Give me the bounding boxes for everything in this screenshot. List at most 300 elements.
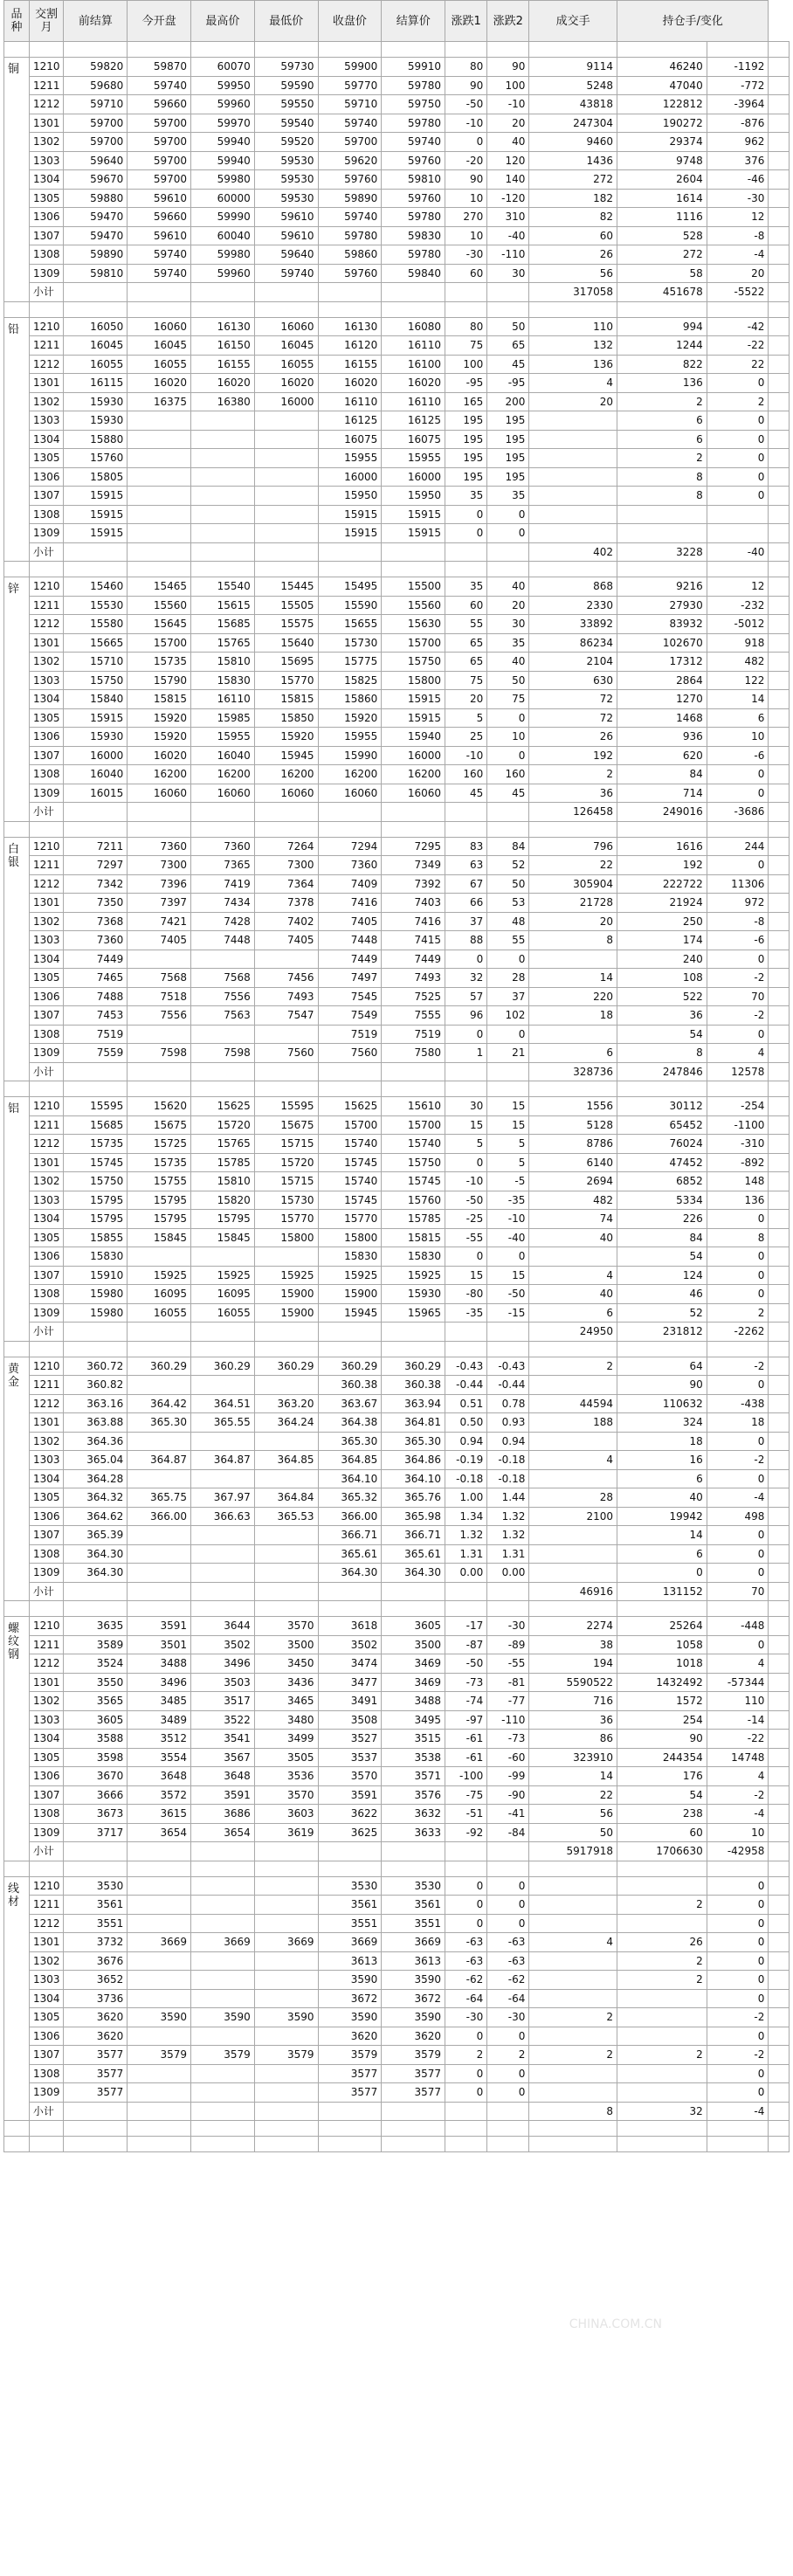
value-cell: 136	[617, 374, 707, 393]
empty-cell	[382, 1842, 445, 1861]
empty-cell	[382, 1582, 445, 1601]
value-cell	[254, 1989, 318, 2008]
value-cell: 3732	[64, 1933, 128, 1952]
subtotal-volume: 24950	[529, 1323, 617, 1342]
value-cell: 1.31	[487, 1544, 529, 1564]
value-cell: 59470	[64, 226, 128, 245]
value-cell: 7421	[128, 912, 191, 931]
value-cell: 15915	[64, 487, 128, 506]
value-cell: 194	[529, 1654, 617, 1674]
value-cell	[529, 1376, 617, 1395]
value-cell	[254, 1896, 318, 1915]
empty-cell	[128, 1062, 191, 1081]
trailing-cell	[769, 1172, 790, 1191]
gap-cell	[64, 301, 128, 317]
value-cell: 0	[445, 1896, 487, 1915]
value-cell: 59880	[64, 189, 128, 208]
value-cell: 16040	[191, 746, 255, 765]
delivery-month-cell: 1211	[29, 336, 64, 356]
gap-cell	[4, 562, 30, 577]
gap-cell	[29, 2137, 64, 2152]
gap-cell	[529, 821, 617, 837]
value-cell: 7405	[128, 931, 191, 950]
gap-cell	[769, 2137, 790, 2152]
gap-cell	[707, 562, 769, 577]
value-cell: 16020	[128, 374, 191, 393]
value-cell: 3633	[382, 1823, 445, 1842]
value-cell	[254, 449, 318, 468]
value-cell: 482	[707, 653, 769, 672]
value-cell: 3496	[128, 1673, 191, 1692]
subtotal-row	[4, 803, 790, 822]
value-cell: 122812	[617, 95, 707, 114]
value-cell: 15765	[191, 633, 255, 653]
value-cell: 0	[487, 746, 529, 765]
trailing-cell	[769, 1933, 790, 1952]
value-cell: -30	[707, 189, 769, 208]
subtotal-volume: 402	[529, 542, 617, 562]
subtotal-label: 小计	[29, 2102, 64, 2121]
gap-cell	[128, 1081, 191, 1097]
value-cell: 7580	[382, 1044, 445, 1063]
value-cell: 2	[529, 1357, 617, 1376]
value-cell: 15930	[64, 411, 128, 431]
table-row	[4, 1266, 790, 1285]
delivery-month-cell: 1306	[29, 1247, 64, 1267]
value-cell: 16375	[128, 392, 191, 411]
gap-cell	[64, 562, 128, 577]
value-cell: 11306	[707, 874, 769, 894]
value-cell: 59780	[318, 226, 382, 245]
value-cell	[128, 1896, 191, 1915]
gap-cell	[707, 42, 769, 58]
value-cell: 15850	[254, 708, 318, 728]
value-cell: 3502	[318, 1635, 382, 1654]
table-row	[4, 1564, 790, 1583]
value-cell: -30	[487, 1617, 529, 1636]
value-cell: 59950	[191, 76, 255, 95]
value-cell: 364.30	[64, 1544, 128, 1564]
delivery-month-cell: 1304	[29, 1469, 64, 1488]
delivery-month-cell: 1210	[29, 317, 64, 336]
value-cell: 365.04	[64, 1451, 128, 1470]
value-cell: 15675	[128, 1115, 191, 1135]
empty-cell	[318, 2102, 382, 2121]
value-cell: 5128	[529, 1115, 617, 1135]
empty-cell	[382, 542, 445, 562]
value-cell: -2	[707, 1785, 769, 1805]
table-row	[4, 151, 790, 170]
table-row	[4, 1544, 790, 1564]
subtotal-label: 小计	[29, 803, 64, 822]
delivery-month-cell: 1306	[29, 728, 64, 747]
value-cell: 3579	[318, 2046, 382, 2065]
value-cell: 15590	[318, 596, 382, 615]
empty-cell	[128, 2102, 191, 2121]
value-cell: 59610	[128, 226, 191, 245]
value-cell	[191, 1914, 255, 1933]
table-row	[4, 1153, 790, 1172]
value-cell: 15445	[254, 577, 318, 597]
delivery-month-cell: 1305	[29, 1228, 64, 1247]
value-cell: 16100	[382, 355, 445, 374]
value-cell: 15745	[64, 1153, 128, 1172]
value-cell: 59740	[128, 76, 191, 95]
value-cell: 59530	[254, 170, 318, 190]
value-cell	[191, 449, 255, 468]
value-cell: 5248	[529, 76, 617, 95]
value-cell: 15955	[318, 449, 382, 468]
gap-cell	[529, 1861, 617, 1876]
value-cell: 59980	[191, 170, 255, 190]
value-cell: 59520	[254, 133, 318, 152]
gap-cell	[29, 1341, 64, 1357]
value-cell: -2	[707, 1357, 769, 1376]
value-cell: 1572	[617, 1692, 707, 1711]
value-cell: 3736	[64, 1989, 128, 2008]
value-cell: 364.86	[382, 1451, 445, 1470]
gap-cell	[769, 301, 790, 317]
value-cell: 15810	[191, 653, 255, 672]
value-cell: 14	[707, 690, 769, 709]
value-cell: 16060	[318, 784, 382, 803]
value-cell: 364.51	[191, 1394, 255, 1413]
trailing-cell	[769, 1673, 790, 1692]
value-cell: -1100	[707, 1115, 769, 1135]
value-cell: 75	[487, 690, 529, 709]
header-row	[4, 1, 790, 42]
value-cell: 37	[445, 912, 487, 931]
value-cell: 0	[707, 1564, 769, 1583]
gap-cell	[254, 1601, 318, 1617]
value-cell: 7456	[254, 969, 318, 988]
value-cell: 15500	[382, 577, 445, 597]
value-cell: 364.81	[382, 1413, 445, 1433]
value-cell: 16020	[128, 746, 191, 765]
value-cell: 12	[707, 208, 769, 227]
table-row	[4, 1989, 790, 2008]
subtotal-label: 小计	[29, 542, 64, 562]
value-cell: 0	[707, 1971, 769, 1990]
value-cell: 15620	[128, 1097, 191, 1116]
trailing-cell	[769, 245, 790, 265]
value-cell: 55	[487, 931, 529, 950]
value-cell: 15915	[318, 505, 382, 524]
table-row	[4, 1115, 790, 1135]
value-cell: -55	[445, 1228, 487, 1247]
value-cell: 59740	[382, 133, 445, 152]
value-cell: -25	[445, 1210, 487, 1229]
value-cell: 2694	[529, 1172, 617, 1191]
value-cell: 3488	[382, 1692, 445, 1711]
value-cell: -0.43	[487, 1357, 529, 1376]
value-cell	[128, 505, 191, 524]
value-cell: 3554	[128, 1748, 191, 1767]
delivery-month-cell: 1309	[29, 784, 64, 803]
value-cell: 0	[707, 1210, 769, 1229]
value-cell: 16015	[64, 784, 128, 803]
empty-cell	[191, 1842, 255, 1861]
value-cell: 15920	[128, 708, 191, 728]
value-cell: 15610	[382, 1097, 445, 1116]
table-row	[4, 1191, 790, 1210]
value-cell: 16040	[64, 765, 128, 784]
value-cell: 7397	[128, 894, 191, 913]
value-cell: 16125	[318, 411, 382, 431]
value-cell: 3517	[191, 1692, 255, 1711]
trailing-cell	[769, 449, 790, 468]
value-cell: -50	[445, 1654, 487, 1674]
gap-cell	[254, 1861, 318, 1876]
value-cell: -20	[445, 151, 487, 170]
value-cell	[617, 1876, 707, 1896]
value-cell: 7493	[382, 969, 445, 988]
value-cell: 1.32	[487, 1526, 529, 1545]
value-cell: 3632	[382, 1805, 445, 1824]
subtotal-oi: 1706630	[617, 1842, 707, 1861]
empty-cell	[445, 1062, 487, 1081]
value-cell: 18	[707, 1413, 769, 1433]
value-cell	[707, 524, 769, 543]
value-cell: 16060	[191, 784, 255, 803]
header-open-interest: 持仓手	[662, 14, 697, 28]
value-cell: 59740	[318, 208, 382, 227]
value-cell: 59970	[191, 114, 255, 133]
value-cell: 7297	[64, 856, 128, 875]
table-row	[4, 1210, 790, 1229]
value-cell: 16200	[382, 765, 445, 784]
value-cell: 7365	[191, 856, 255, 875]
value-cell: 0.00	[487, 1564, 529, 1583]
value-cell: 15465	[128, 577, 191, 597]
value-cell	[128, 1971, 191, 1990]
delivery-month-cell: 1308	[29, 2064, 64, 2083]
value-cell: 6	[617, 430, 707, 449]
trailing-cell	[769, 170, 790, 190]
value-cell: -0.44	[445, 1376, 487, 1395]
trailing-cell	[769, 1710, 790, 1730]
value-cell: 3537	[318, 1748, 382, 1767]
commodity-name: 铜	[4, 58, 30, 302]
value-cell: 4	[529, 1451, 617, 1470]
value-cell	[191, 467, 255, 487]
value-cell: 2	[617, 392, 707, 411]
gap-cell	[382, 42, 445, 58]
value-cell: 7518	[128, 987, 191, 1006]
value-cell: 15625	[318, 1097, 382, 1116]
value-cell	[254, 1951, 318, 1971]
gap-cell	[382, 821, 445, 837]
table-row	[4, 765, 790, 784]
gap-cell	[254, 1081, 318, 1097]
gap-cell	[191, 1081, 255, 1097]
value-cell: 15930	[64, 728, 128, 747]
subtotal-oi: 249016	[617, 803, 707, 822]
commodity-name: 线材	[4, 1876, 30, 2121]
delivery-month-cell: 1211	[29, 596, 64, 615]
value-cell: 176	[617, 1767, 707, 1786]
table-row	[4, 1228, 790, 1247]
trailing-cell	[769, 708, 790, 728]
subtotal-volume: 46916	[529, 1582, 617, 1601]
header-cell: 收盘价	[318, 1, 382, 42]
delivery-month-cell: 1305	[29, 969, 64, 988]
delivery-month-cell: 1211	[29, 856, 64, 875]
value-cell: -57344	[707, 1673, 769, 1692]
value-cell: 250	[617, 912, 707, 931]
delivery-month-cell: 1306	[29, 467, 64, 487]
subtotal-label: 小计	[29, 1582, 64, 1601]
table-row	[4, 690, 790, 709]
trailing-cell	[769, 264, 790, 283]
value-cell: 59740	[128, 245, 191, 265]
value-cell	[254, 1025, 318, 1044]
gap-cell	[487, 821, 529, 837]
trailing-cell	[769, 411, 790, 431]
value-cell: 3577	[318, 2083, 382, 2103]
empty-cell	[254, 1323, 318, 1342]
delivery-month-cell: 1308	[29, 245, 64, 265]
value-cell: -2	[707, 2008, 769, 2027]
value-cell: -55	[487, 1654, 529, 1674]
value-cell: 15980	[64, 1303, 128, 1323]
delivery-month-cell: 1212	[29, 95, 64, 114]
gap-cell	[191, 562, 255, 577]
value-cell: 53	[487, 894, 529, 913]
value-cell	[254, 1914, 318, 1933]
value-cell: -0.18	[487, 1451, 529, 1470]
value-cell: 2104	[529, 653, 617, 672]
delivery-month-cell: 1210	[29, 1617, 64, 1636]
table-row	[4, 856, 790, 875]
subtotal-oi: 247846	[617, 1062, 707, 1081]
delivery-month-cell: 1301	[29, 1153, 64, 1172]
value-cell: 16095	[128, 1285, 191, 1304]
subtotal-row	[4, 283, 790, 302]
value-cell: 1116	[617, 208, 707, 227]
trailing-cell	[769, 1432, 790, 1451]
value-cell: 3673	[64, 1805, 128, 1824]
value-cell: 15700	[318, 1115, 382, 1135]
value-cell: 35	[445, 487, 487, 506]
table-row	[4, 1896, 790, 1915]
delivery-month-cell: 1305	[29, 1748, 64, 1767]
value-cell: 3570	[318, 1767, 382, 1786]
table-row	[4, 505, 790, 524]
value-cell: -2	[707, 1006, 769, 1026]
value-cell: 50	[487, 874, 529, 894]
value-cell: 3590	[318, 1971, 382, 1990]
value-cell: 80	[445, 58, 487, 77]
value-cell: 10	[445, 189, 487, 208]
value-cell: 3561	[64, 1896, 128, 1915]
value-cell: 1.34	[445, 1507, 487, 1526]
table-row	[4, 1617, 790, 1636]
empty-cell	[191, 542, 255, 562]
value-cell: 3598	[64, 1748, 128, 1767]
value-cell: 17312	[617, 653, 707, 672]
value-cell: 3590	[382, 1971, 445, 1990]
table-row	[4, 784, 790, 803]
value-cell: 0	[707, 1989, 769, 2008]
value-cell: 365.30	[318, 1432, 382, 1451]
value-cell: 15925	[191, 1266, 255, 1285]
value-cell: 59640	[254, 245, 318, 265]
value-cell: -95	[487, 374, 529, 393]
value-cell: 2	[487, 2046, 529, 2065]
value-cell: 54	[617, 1247, 707, 1267]
value-cell	[529, 1247, 617, 1267]
value-cell: 59750	[382, 95, 445, 114]
value-cell: -10	[445, 746, 487, 765]
header-cell	[617, 1, 768, 42]
value-cell: 3550	[64, 1673, 128, 1692]
value-cell: 366.00	[318, 1507, 382, 1526]
value-cell	[254, 1526, 318, 1545]
trailing-cell	[769, 690, 790, 709]
value-cell: 0	[707, 856, 769, 875]
value-cell: 3500	[254, 1635, 318, 1654]
value-cell: 16000	[254, 392, 318, 411]
table-row	[4, 355, 790, 374]
value-cell: 1432492	[617, 1673, 707, 1692]
value-cell: 16000	[382, 467, 445, 487]
value-cell: -87	[445, 1635, 487, 1654]
trailing-cell	[769, 317, 790, 336]
value-cell: -50	[487, 1285, 529, 1304]
value-cell: 15940	[382, 728, 445, 747]
trailing-cell	[769, 1748, 790, 1767]
value-cell	[529, 1526, 617, 1545]
delivery-month-cell: 1307	[29, 1266, 64, 1285]
value-cell: 83932	[617, 615, 707, 634]
trailing-cell	[769, 392, 790, 411]
value-cell: 84	[617, 765, 707, 784]
value-cell: 364.42	[128, 1394, 191, 1413]
gap-cell	[29, 1601, 64, 1617]
value-cell: 15845	[191, 1228, 255, 1247]
value-cell: 0	[707, 1526, 769, 1545]
empty-cell	[254, 1582, 318, 1601]
delivery-month-cell: 1303	[29, 1451, 64, 1470]
empty-cell	[318, 283, 382, 302]
value-cell: 102670	[617, 633, 707, 653]
value-cell: 44594	[529, 1394, 617, 1413]
value-cell: 59710	[318, 95, 382, 114]
value-cell: 0	[445, 1153, 487, 1172]
empty-cell	[382, 283, 445, 302]
empty-cell	[318, 542, 382, 562]
value-cell: 59610	[128, 189, 191, 208]
value-cell: 15735	[64, 1135, 128, 1154]
value-cell: -17	[445, 1617, 487, 1636]
table-row	[4, 2046, 790, 2065]
value-cell: 3605	[382, 1617, 445, 1636]
section-gap	[4, 821, 790, 837]
value-cell	[128, 1526, 191, 1545]
value-cell: 15800	[318, 1228, 382, 1247]
value-cell: 1.00	[445, 1488, 487, 1508]
value-cell: 16060	[382, 784, 445, 803]
value-cell: 15925	[382, 1266, 445, 1285]
trailing-cell	[769, 596, 790, 615]
value-cell: 7448	[318, 931, 382, 950]
value-cell: 160	[487, 765, 529, 784]
value-cell: -97	[445, 1710, 487, 1730]
value-cell: 3450	[254, 1654, 318, 1674]
table-row	[4, 1767, 790, 1786]
value-cell: 240	[617, 950, 707, 969]
